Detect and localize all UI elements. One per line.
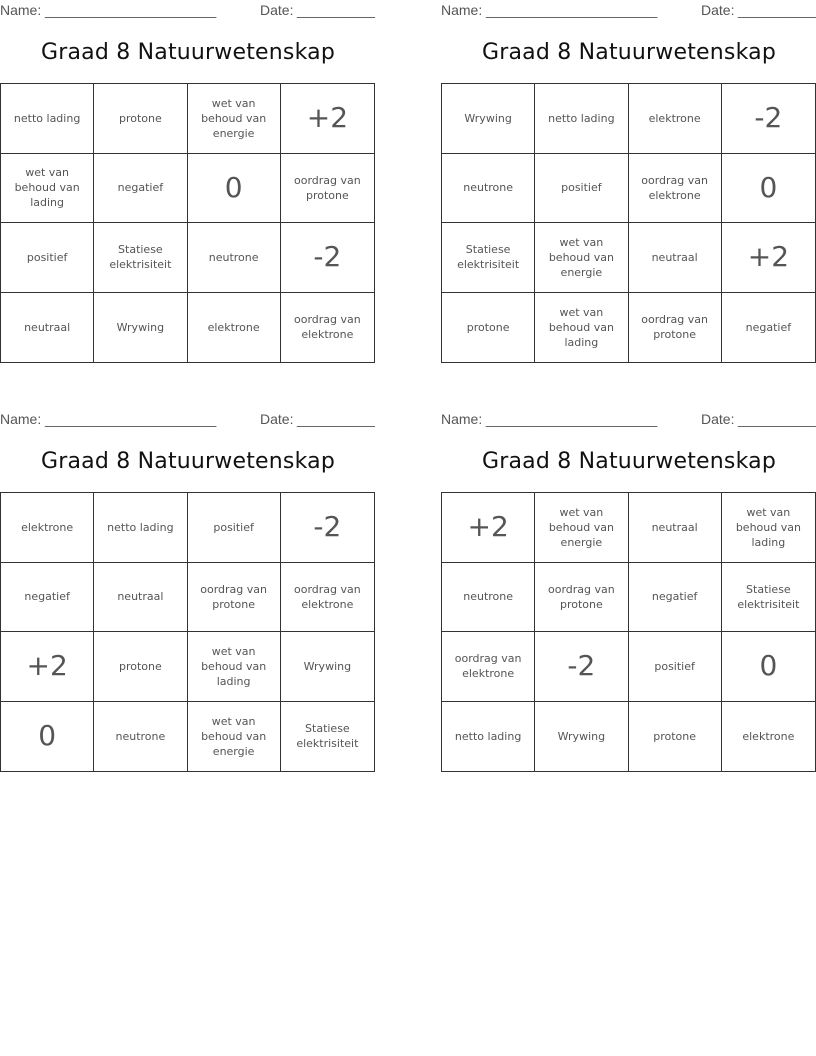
- bingo-cell: wet van behoud van energie: [188, 84, 281, 154]
- name-date-line: [441, 0, 816, 22]
- date-line: __________: [297, 411, 375, 427]
- bingo-cell: wet van behoud van lading: [722, 493, 815, 563]
- bingo-cell: wet van behoud van energie: [188, 702, 281, 772]
- name-date-line: [0, 409, 376, 431]
- date-label: Date:: [701, 2, 735, 18]
- date-label: Date:: [260, 411, 294, 427]
- bingo-cell: Statiese elektrisiteit: [296, 722, 359, 751]
- bingo-cell: wet van behoud van lading: [1, 154, 94, 224]
- bingo-cell: positief: [1, 223, 94, 293]
- bingo-grid: [441, 83, 816, 363]
- bingo-cell: elektrone: [1, 493, 94, 563]
- bingo-cell: wet van behoud van energie: [535, 223, 628, 293]
- date-line: __________: [738, 2, 816, 18]
- bingo-grid: [0, 492, 375, 772]
- bingo-cell: oordrag van elektrone: [281, 563, 374, 633]
- bingo-cell: wet van behoud van energie: [535, 493, 628, 563]
- card-title: Graad 8 Natuurwetenskap: [41, 449, 335, 474]
- bingo-cell: +2: [1, 632, 94, 702]
- name-label: Name:: [441, 2, 483, 18]
- bingo-cell: -2: [722, 84, 815, 154]
- card-title: Graad 8 Natuurwetenskap: [482, 449, 776, 474]
- bingo-cell: 0: [188, 154, 281, 224]
- bingo-cell: -2: [535, 632, 628, 702]
- bingo-cell: +2: [722, 223, 815, 293]
- name-label: Name:: [0, 411, 42, 427]
- name-date-line: [0, 0, 376, 22]
- bingo-cell: Statiese elektrisiteit: [94, 223, 187, 293]
- bingo-cell: Wrywing: [281, 632, 374, 702]
- name-line: ______________________: [486, 2, 658, 18]
- bingo-cell: netto lading: [1, 84, 94, 154]
- bingo-cell: Statiese elektrisiteit: [442, 223, 535, 293]
- name-line: ______________________: [45, 2, 217, 18]
- bingo-cell: netto lading: [94, 493, 187, 563]
- bingo-cell: Wrywing: [94, 293, 187, 363]
- date-label: Date:: [701, 411, 735, 427]
- bingo-cell: netto lading: [535, 84, 628, 154]
- bingo-cell: oordrag van protone: [281, 154, 374, 224]
- name-line: ______________________: [45, 411, 217, 427]
- bingo-cell: oordrag van protone: [535, 563, 628, 633]
- bingo-cell: protone: [442, 293, 535, 363]
- bingo-cell: wet van behoud van lading: [188, 632, 281, 702]
- bingo-cell: 0: [1, 702, 94, 772]
- bingo-cell: protone: [94, 632, 187, 702]
- name-label: Name:: [0, 2, 42, 18]
- bingo-cell: positief: [629, 632, 722, 702]
- bingo-cell: positief: [188, 493, 281, 563]
- bingo-cell: neutraal: [94, 563, 187, 633]
- bingo-cell: neutrone: [442, 563, 535, 633]
- bingo-cell: neutrone: [94, 702, 187, 772]
- bingo-cell: protone: [94, 84, 187, 154]
- name-label: Name:: [441, 411, 483, 427]
- bingo-cell: elektrone: [188, 293, 281, 363]
- bingo-cell: protone: [629, 702, 722, 772]
- bingo-grid: [0, 83, 375, 363]
- card-title: Graad 8 Natuurwetenskap: [482, 40, 776, 65]
- bingo-cell: oordrag van elektrone: [294, 313, 361, 342]
- date-line: __________: [297, 2, 375, 18]
- bingo-cell: neutrone: [442, 154, 535, 224]
- bingo-grid: [441, 492, 816, 772]
- bingo-cell: +2: [442, 493, 535, 563]
- bingo-cell: negatief: [1, 563, 94, 633]
- card-title: Graad 8 Natuurwetenskap: [41, 40, 335, 65]
- bingo-cell: oordrag van elektrone: [629, 154, 722, 224]
- bingo-cell: Wrywing: [442, 84, 535, 154]
- bingo-cell: 0: [722, 154, 815, 224]
- bingo-cell: neutraal: [629, 493, 722, 563]
- bingo-cell: negatief: [94, 154, 187, 224]
- bingo-cell: -2: [281, 223, 374, 293]
- bingo-cell: elektrone: [629, 84, 722, 154]
- bingo-cell: negatief: [629, 563, 722, 633]
- bingo-cell: wet van behoud van lading: [535, 293, 628, 363]
- bingo-cell: 0: [722, 632, 815, 702]
- date-line: __________: [738, 411, 816, 427]
- bingo-cell: negatief: [745, 320, 792, 334]
- bingo-cell: positief: [535, 154, 628, 224]
- bingo-cell: neutraal: [1, 293, 94, 363]
- bingo-cell: netto lading: [442, 702, 535, 772]
- bingo-cell: oordrag van protone: [188, 563, 281, 633]
- bingo-cell: neutraal: [629, 223, 722, 293]
- bingo-cell: -2: [281, 493, 374, 563]
- bingo-cell: Statiese elektrisiteit: [722, 563, 815, 633]
- bingo-cell: oordrag van elektrone: [442, 632, 535, 702]
- bingo-cell: Wrywing: [535, 702, 628, 772]
- date-label: Date:: [260, 2, 294, 18]
- bingo-cell: elektrone: [742, 729, 795, 743]
- name-date-line: [441, 409, 816, 431]
- bingo-cell: +2: [281, 84, 374, 154]
- bingo-cell: oordrag van protone: [629, 293, 722, 363]
- name-line: ______________________: [486, 411, 658, 427]
- bingo-cell: neutrone: [188, 223, 281, 293]
